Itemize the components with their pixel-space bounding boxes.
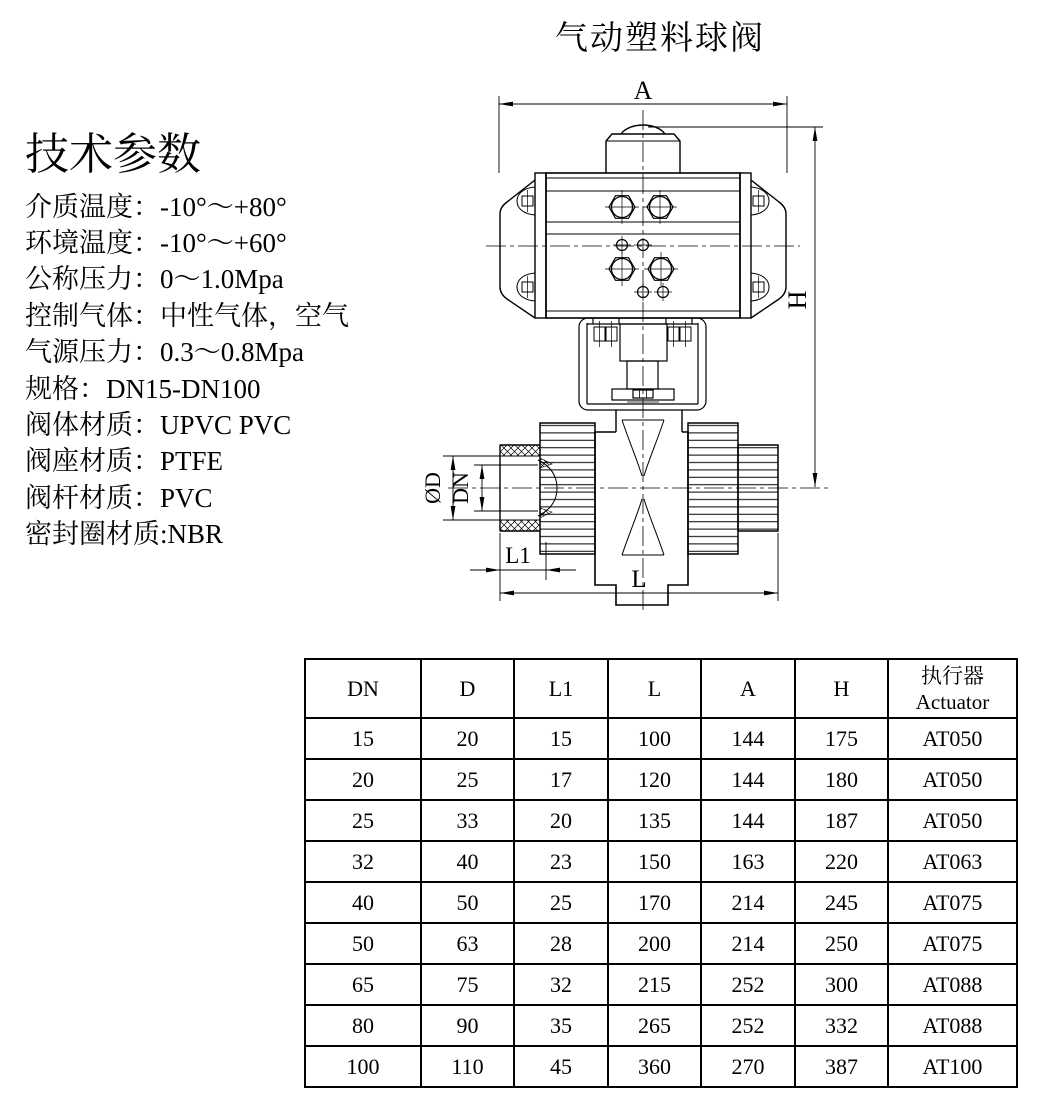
table-cell: 100	[608, 718, 701, 759]
table-cell: 15	[514, 718, 608, 759]
dim-label-l1: L1	[505, 543, 531, 568]
right-male-end	[738, 445, 778, 531]
table-cell: 245	[795, 882, 888, 923]
table-row	[305, 800, 1017, 841]
table-cell: 110	[421, 1046, 514, 1087]
table-cell: AT088	[888, 964, 1017, 1005]
col-header-a: A	[701, 659, 795, 718]
tech-params-section	[25, 130, 425, 553]
table-cell: AT100	[888, 1046, 1017, 1087]
col-header-d: D	[421, 659, 514, 718]
table-cell: 214	[701, 882, 795, 923]
actuator-bolt-holes	[605, 190, 678, 301]
table-cell: 270	[701, 1046, 795, 1087]
table-cell: 45	[514, 1046, 608, 1087]
actuator-header-en: Actuator	[915, 689, 990, 714]
table-cell: 20	[514, 800, 608, 841]
table-cell: AT050	[888, 800, 1017, 841]
dim-label-h: H	[783, 290, 812, 310]
table-row	[305, 841, 1017, 882]
spec-line: 气源压力：0.3～0.8Mpa	[25, 337, 304, 368]
arrow-up-icon	[451, 456, 456, 470]
dim-label-dn: DN	[448, 472, 473, 504]
table-cell: AT088	[888, 1005, 1017, 1046]
table-cell: 40	[421, 841, 514, 882]
dim-label-od: ØD	[420, 472, 445, 504]
arrow-up-icon	[813, 127, 818, 141]
table-cell: 20	[421, 718, 514, 759]
table-cell: 175	[795, 718, 888, 759]
table-cell: 300	[795, 964, 888, 1005]
table-cell: 252	[701, 964, 795, 1005]
table-cell: 25	[305, 800, 421, 841]
col-header-l: L	[608, 659, 701, 718]
table-cell: 387	[795, 1046, 888, 1087]
arrow-right-icon	[486, 568, 500, 573]
table-cell: 144	[701, 718, 795, 759]
spec-line: 规格：DN15-DN100	[25, 373, 261, 404]
table-cell: 40	[305, 882, 421, 923]
table-cell: 20	[305, 759, 421, 800]
table-cell: 75	[421, 964, 514, 1005]
table-cell: 265	[608, 1005, 701, 1046]
spec-line: 密封圈材质:NBR	[25, 519, 224, 550]
valve-technical-drawing	[420, 76, 855, 640]
table-cell: 150	[608, 841, 701, 882]
table-cell: 80	[305, 1005, 421, 1046]
table-cell: 23	[514, 841, 608, 882]
arrow-left-icon	[500, 591, 514, 596]
arrow-right-icon	[764, 591, 778, 596]
spec-table-body	[305, 718, 1017, 1087]
table-cell: 187	[795, 800, 888, 841]
table-cell: 15	[305, 718, 421, 759]
arrow-left-icon	[499, 102, 513, 107]
table-cell: 360	[608, 1046, 701, 1087]
spec-line: 阀座材质：PTFE	[25, 446, 224, 477]
page-title: 气动塑料球阀	[555, 21, 765, 57]
table-cell: AT050	[888, 718, 1017, 759]
right-union-nut	[688, 423, 738, 554]
table-cell: 63	[421, 923, 514, 964]
spec-line: 阀体材质：UPVC PVC	[25, 410, 292, 441]
actuator-header-zh: 执行器	[921, 663, 984, 688]
table-cell: 220	[795, 841, 888, 882]
arrow-up-icon	[480, 465, 485, 479]
table-cell: AT063	[888, 841, 1017, 882]
table-cell: 250	[795, 923, 888, 964]
bracket-bolts	[594, 321, 691, 347]
table-header-row	[305, 659, 1017, 718]
table-cell: 135	[608, 800, 701, 841]
col-header-h: H	[795, 659, 888, 718]
arrow-left-icon	[546, 568, 560, 573]
table-cell: 25	[421, 759, 514, 800]
table-cell: 214	[701, 923, 795, 964]
arrow-down-icon	[813, 473, 818, 487]
table-cell: 332	[795, 1005, 888, 1046]
table-cell: 50	[421, 882, 514, 923]
table-row	[305, 759, 1017, 800]
right-end-plate	[740, 173, 751, 318]
tech-params-heading: 技术参数	[25, 130, 201, 179]
table-cell: 144	[701, 800, 795, 841]
table-cell: 32	[305, 841, 421, 882]
table-cell: 32	[514, 964, 608, 1005]
left-union-nut	[540, 423, 595, 554]
left-end-plate	[535, 173, 546, 318]
table-cell: AT075	[888, 882, 1017, 923]
table-cell: 200	[608, 923, 701, 964]
table-cell: 252	[701, 1005, 795, 1046]
table-cell: 120	[608, 759, 701, 800]
table-row	[305, 718, 1017, 759]
table-cell: 65	[305, 964, 421, 1005]
mounting-bracket	[579, 318, 706, 410]
table-cell: 25	[514, 882, 608, 923]
table-cell: 33	[421, 800, 514, 841]
arrow-down-icon	[480, 497, 485, 511]
table-cell: 50	[305, 923, 421, 964]
table-row	[305, 882, 1017, 923]
table-cell: 90	[421, 1005, 514, 1046]
table-row	[305, 923, 1017, 964]
table-cell: 17	[514, 759, 608, 800]
table-cell: 215	[608, 964, 701, 1005]
table-cell: 180	[795, 759, 888, 800]
dim-label-l: L	[631, 566, 647, 593]
spec-line: 介质温度：-10°～+80°	[25, 191, 287, 222]
table-row	[305, 1005, 1017, 1046]
table-cell: 144	[701, 759, 795, 800]
table-cell: 35	[514, 1005, 608, 1046]
col-header-l1: L1	[514, 659, 608, 718]
tech-params-list	[25, 189, 425, 553]
arrow-down-icon	[451, 506, 456, 520]
table-row	[305, 1046, 1017, 1087]
arrow-right-icon	[773, 102, 787, 107]
spec-line: 控制气体：中性气体，空气	[25, 300, 349, 331]
table-row	[305, 964, 1017, 1005]
table-cell: 170	[608, 882, 701, 923]
table-cell: 100	[305, 1046, 421, 1087]
spec-line: 公称压力：0～1.0Mpa	[25, 264, 284, 295]
table-cell: 163	[701, 841, 795, 882]
table-cell: 28	[514, 923, 608, 964]
dim-label-a: A	[633, 76, 653, 105]
table-cell: AT050	[888, 759, 1017, 800]
spec-line: 环境温度：-10°～+60°	[25, 228, 287, 258]
col-header-dn: DN	[305, 659, 421, 718]
spec-line: 阀杆材质：PVC	[25, 482, 213, 513]
dimension-table	[304, 658, 1018, 1088]
col-header-actuator	[888, 659, 1017, 718]
table-cell: AT075	[888, 923, 1017, 964]
